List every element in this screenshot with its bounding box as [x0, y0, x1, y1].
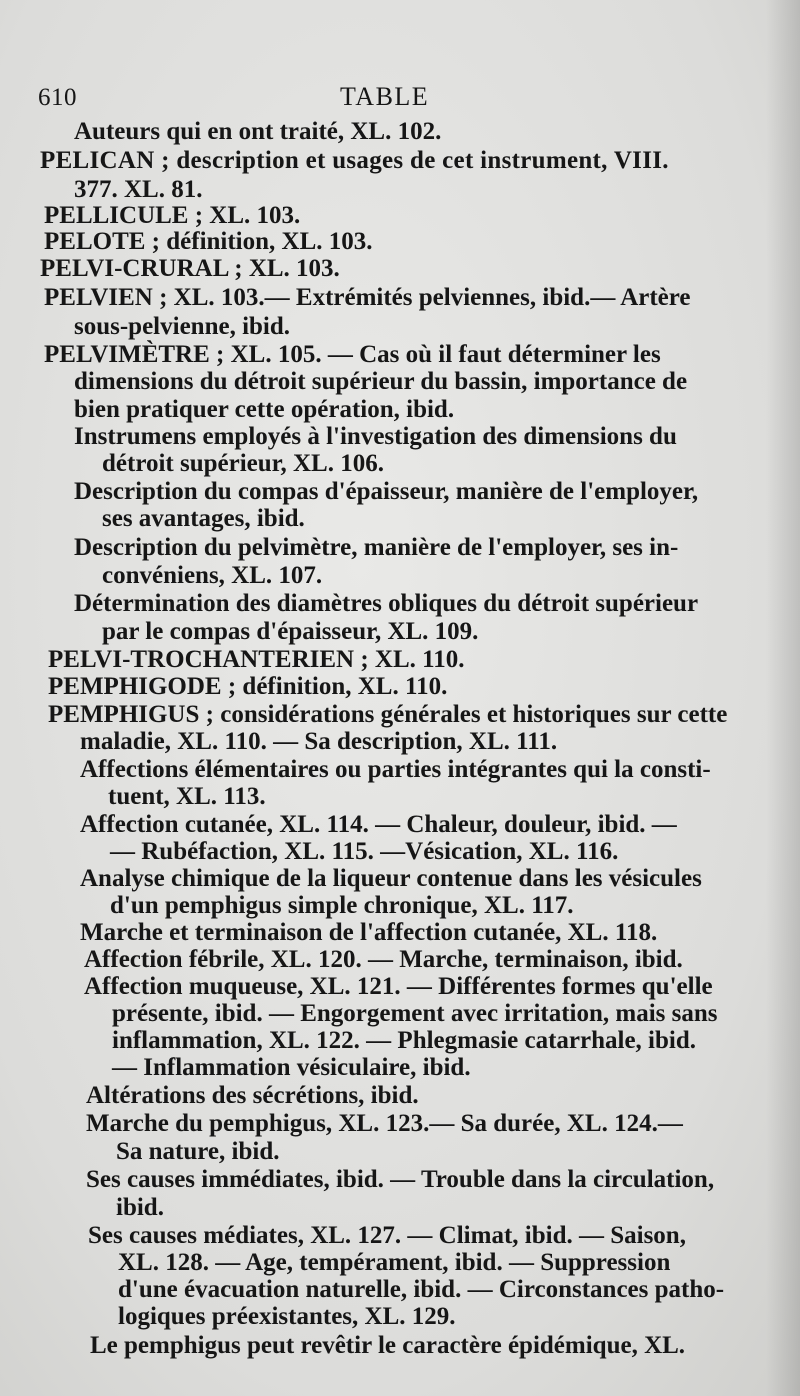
running-title: TABLE	[340, 82, 430, 111]
index-line: PEMPHIGODE ; définition, XL. 110.	[48, 673, 448, 700]
index-line: — Inflammation vésiculaire, ibid.	[112, 1054, 471, 1081]
index-line: Affection fébrile, XL. 120. — Marche, terminaison, ibid.	[84, 946, 683, 973]
index-line: Le pemphigus peut revêtir le caractère épidémique, XL.	[90, 1332, 686, 1359]
index-line: 377. XL. 81.	[74, 176, 203, 203]
index-line: Instrumens employés à l'investigation des dimensions du	[74, 423, 677, 450]
index-line: Altérations des sécrétions, ibid.	[86, 1082, 419, 1109]
index-line: maladie, XL. 110. — Sa description, XL. 111.	[80, 728, 558, 755]
index-line: bien pratiquer cette opération, ibid.	[74, 396, 455, 423]
index-line: dimensions du détroit supérieur du bassin, importance de	[74, 368, 688, 395]
index-line: logiques préexistantes, XL. 129.	[118, 1303, 456, 1330]
page-header	[0, 84, 800, 114]
index-line: Sa nature, ibid.	[116, 1138, 280, 1165]
index-line: Détermination des diamètres obliques du détroit supérieur	[74, 590, 699, 617]
index-line: Marche du pemphigus, XL. 123.— Sa durée, XL. 124.—	[86, 1110, 683, 1137]
index-line: ibid.	[116, 1194, 164, 1221]
index-line: détroit supérieur, XL. 106.	[102, 450, 384, 477]
index-line: Ses causes immédiates, ibid. — Trouble dans la circulation,	[86, 1166, 715, 1193]
index-line: Auteurs qui en ont traité, XL. 102.	[74, 118, 442, 145]
index-line: PELVI-TROCHANTERIEN ; XL. 110.	[48, 646, 465, 673]
index-line: d'un pemphigus simple chronique, XL. 117.	[110, 892, 574, 919]
index-line: ses avantages, ibid.	[102, 505, 305, 532]
index-line: PELVIMÈTRE ; XL. 105. — Cas où il faut déterminer les	[44, 341, 661, 368]
index-line: PELOTE ; définition, XL. 103.	[44, 228, 373, 255]
index-line: sous-pelvienne, ibid.	[74, 313, 291, 340]
index-line: PELICAN ; description et usages de cet instrument, VIII.	[40, 147, 669, 174]
index-line: — Rubéfaction, XL. 115. —Vésication, XL. 116.	[110, 838, 619, 865]
index-line: d'une évacuation naturelle, ibid. — Circonstances patho-	[118, 1276, 725, 1303]
index-line: PEMPHIGUS ; considérations générales et historiques sur cette	[48, 701, 728, 728]
index-line: Affection cutanée, XL. 114. — Chaleur, douleur, ibid. —	[80, 811, 677, 838]
index-line: Description du pelvimètre, manière de l'employer, ses in-	[74, 534, 679, 561]
index-line: par le compas d'épaisseur, XL. 109.	[102, 618, 479, 645]
index-line: Affections élémentaires ou parties intégrantes qui la consti-	[80, 756, 711, 783]
index-line: tuent, XL. 113.	[108, 783, 266, 810]
index-line: Analyse chimique de la liqueur contenue dans les vésicules	[80, 865, 702, 892]
index-line: inflammation, XL. 122. — Phlegmasie catarrhale, ibid.	[112, 1027, 696, 1054]
index-line: PELVI-CRURAL ; XL. 103.	[40, 255, 340, 282]
index-line: PELLICULE ; XL. 103.	[44, 202, 301, 229]
index-line: Description du compas d'épaisseur, manière de l'employer,	[74, 478, 699, 505]
index-line: Ses causes médiates, XL. 127. — Climat, ibid. — Saison,	[88, 1222, 686, 1249]
index-line: Affection muqueuse, XL. 121. — Différentes formes qu'elle	[84, 973, 713, 1000]
page-number: 610	[38, 84, 77, 111]
index-line: XL. 128. — Age, tempérament, ibid. — Suppression	[118, 1249, 671, 1276]
index-line: Marche et terminaison de l'affection cutanée, XL. 118.	[80, 919, 658, 946]
page-edge-shadow	[766, 0, 800, 1396]
index-line: PELVIEN ; XL. 103.— Extrémités pelviennes, ibid.— Artère	[44, 284, 691, 311]
index-line: présente, ibid. — Engorgement avec irritation, mais sans	[112, 1000, 718, 1027]
index-line: convéniens, XL. 107.	[102, 562, 323, 589]
